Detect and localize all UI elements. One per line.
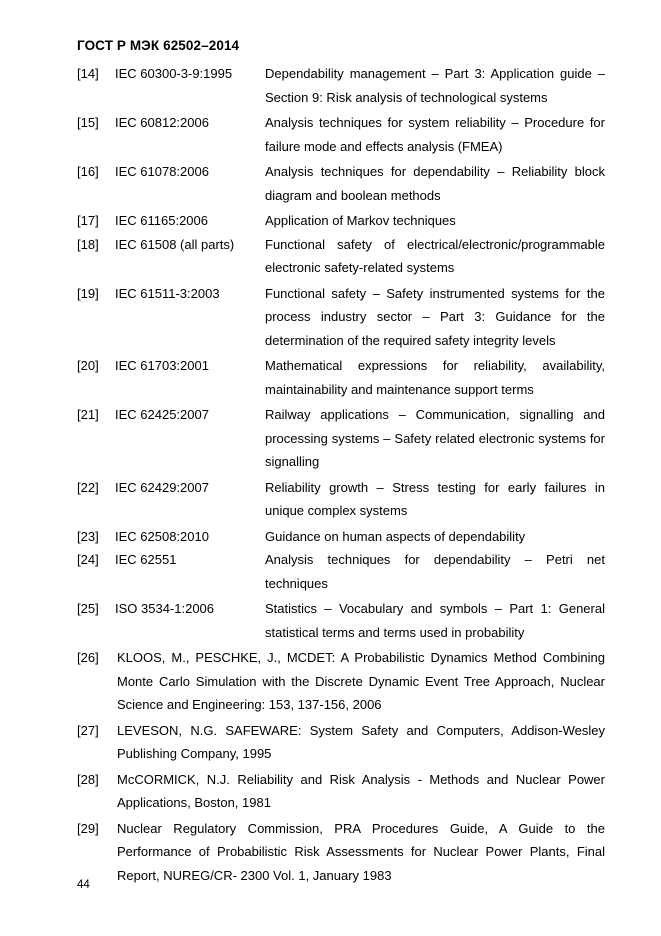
reference-entry: [77, 160, 605, 207]
standard-title: Analysis techniques for system reliability – Procedure for failure mode and effects analysis (FMEA): [265, 115, 605, 154]
standard-code: IEC 60300-3-9:1995: [115, 66, 233, 81]
standard-title: Functional safety – Safety instrumented systems for the process industry sector – Part 3: Guidance for the determination of the required safety integrity levels: [265, 285, 605, 348]
standard-code: IEC 62425:2007: [115, 407, 209, 422]
reference-number: [29]: [77, 820, 99, 836]
reference-number: [19]: [77, 285, 99, 301]
reference-number: [20]: [77, 358, 99, 373]
reference-entry: [77, 525, 605, 549]
reference-entry: [77, 111, 605, 158]
standard-code: IEC 61508 (all parts): [115, 236, 235, 252]
standard-title: Mathematical expressions for reliability, availability, maintainability and maintenance support terms: [265, 358, 605, 397]
reference-number: [14]: [77, 66, 99, 81]
standard-title: Functional safety of electrical/electronic/programmable electronic safety-related systems: [265, 236, 605, 275]
reference-entry: [77, 597, 605, 644]
standard-code: IEC 61165:2006: [115, 213, 208, 228]
reference-number: [15]: [77, 115, 99, 130]
reference-entry: [77, 646, 605, 717]
standard-code: IEC 60812:2006: [115, 115, 209, 130]
standard-code: ISO 3534-1:2006: [115, 601, 215, 616]
standard-code: IEC 62429:2007: [115, 479, 209, 495]
standard-title: Analysis techniques for dependability – Reliability block diagram and boolean methods: [265, 164, 605, 203]
reference-number: [22]: [77, 479, 99, 495]
reference-text: Nuclear Regulatory Commission, PRA Procedures Guide, A Guide to the Performance of Probabilistic Risk Assessments for Nuclear Power Plants, Final Report, NUREG/CR- 2300 Vol. 1, January 1983: [117, 820, 605, 883]
document-header: ГОСТ Р МЭК 62502–2014: [77, 38, 240, 53]
standard-code: IEC 61078:2006: [115, 164, 209, 179]
reference-number: [26]: [77, 650, 99, 665]
reference-number: [27]: [77, 722, 99, 738]
reference-entry: [77, 476, 605, 523]
reference-number: [25]: [77, 601, 99, 616]
reference-entry: [77, 548, 605, 595]
reference-entry: [77, 403, 605, 474]
standard-title: Statistics – Vocabulary and symbols – Part 1: General statistical terms and terms used in probability: [265, 601, 605, 640]
reference-text: KLOOS, M., PESCHKE, J., MCDET: A Probabilistic Dynamics Method Combining Monte Carlo Simulation with the Discrete Dynamic Event Tree Approach, Nuclear Science and Engineering: 153, 137-156, 2006: [117, 650, 605, 712]
reference-number: [24]: [77, 552, 99, 567]
standard-code: IEC 61511-3:2003: [115, 285, 220, 301]
standard-title: Analysis techniques for dependability – Petri net techniques: [265, 552, 605, 591]
reference-entry: [77, 768, 605, 815]
reference-entry: [77, 62, 605, 109]
standard-title: Reliability growth – Stress testing for early failures in unique complex systems: [265, 479, 605, 518]
reference-number: [28]: [77, 771, 99, 787]
reference-number: [18]: [77, 236, 99, 252]
bibliography: [77, 62, 605, 887]
standard-title: Dependability management – Part 3: Application guide – Section 9: Risk analysis of technological systems: [265, 66, 605, 105]
standard-title: Railway applications – Communication, signalling and processing systems – Safety related electronic systems for signalling: [265, 407, 605, 469]
reference-entry: [77, 233, 605, 280]
standard-title: Application of Markov techniques: [265, 213, 456, 228]
reference-entry: [77, 209, 605, 233]
standard-code: IEC 61703:2001: [115, 358, 209, 373]
reference-number: [21]: [77, 407, 99, 422]
reference-number: [17]: [77, 213, 99, 228]
reference-text: McCORMICK, N.J. Reliability and Risk Analysis - Methods and Nuclear Power Applications, Boston, 1981: [117, 771, 605, 810]
reference-number: [23]: [77, 528, 99, 544]
reference-entry: [77, 282, 605, 353]
reference-entry: [77, 354, 605, 401]
page-number: 44: [77, 879, 90, 891]
reference-text: LEVESON, N.G. SAFEWARE: System Safety and Computers, Addison-Wesley Publishing Company, 1995: [117, 722, 605, 761]
reference-entry: [77, 719, 605, 766]
standard-title: Guidance on human aspects of dependability: [265, 528, 526, 544]
standard-code: IEC 62551: [115, 552, 177, 567]
reference-number: [16]: [77, 164, 99, 179]
reference-entry: [77, 817, 605, 888]
standard-code: IEC 62508:2010: [115, 528, 209, 544]
